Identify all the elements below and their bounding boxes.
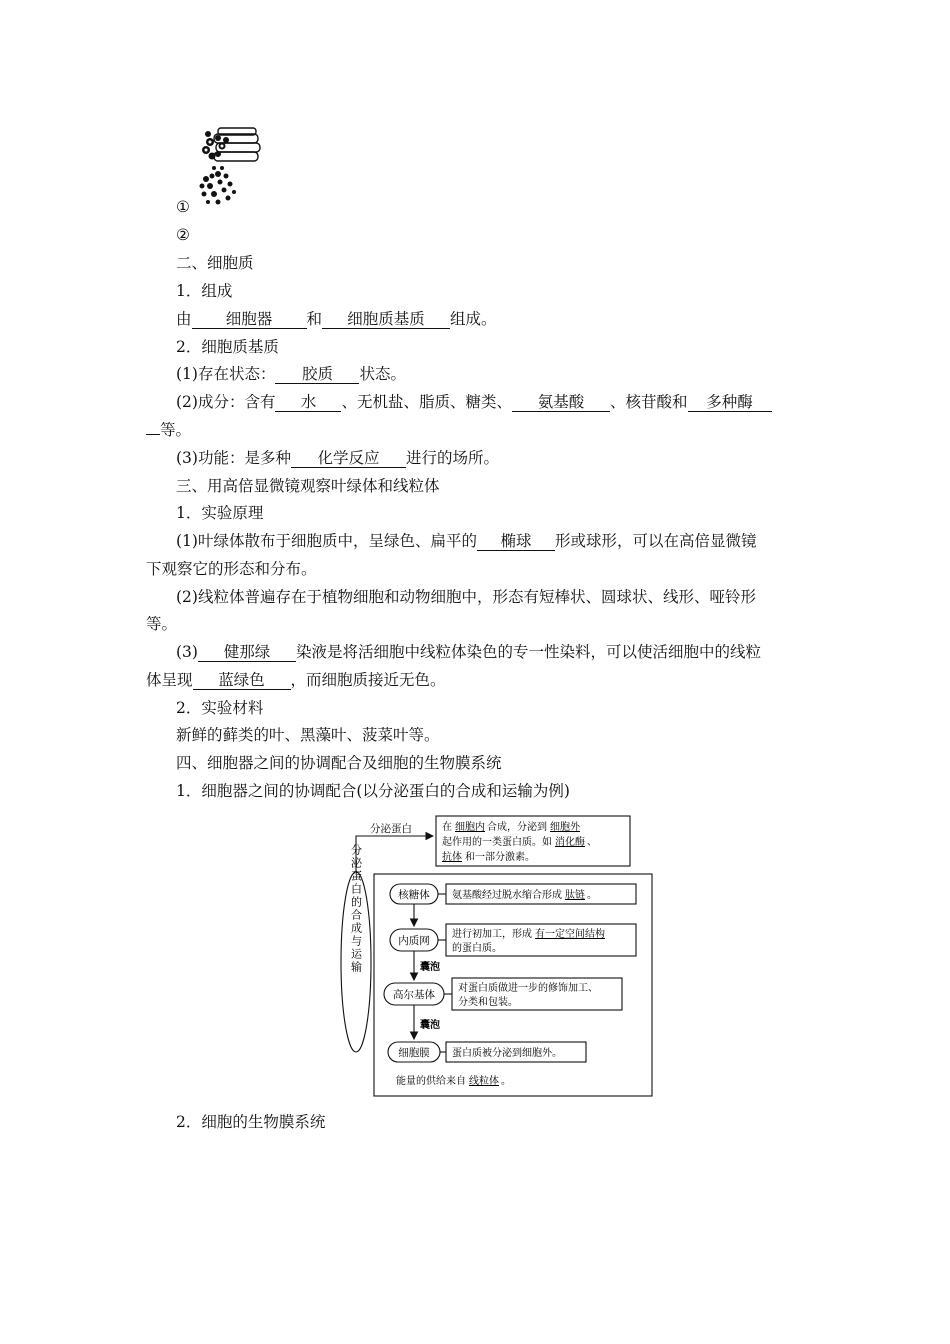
principle-mitochondria-cont: 等。 [146,615,178,633]
blank-answer: 细胞质基质 [322,310,450,329]
matrix-components-cont: 等。 [146,420,191,440]
materials-text: 新鲜的藓类的叶、黑藻叶、菠菜叶等。 [176,726,440,744]
svg-text:能量的供给来自线粒体。: 能量的供给来自 线粒体 。 [396,1076,511,1087]
membrane-label: 细胞膜 [398,1047,430,1059]
svg-text:起作用的一类蛋白质。如消化酶、: 起作用的一类蛋白质。如 消化酶 、 [442,837,597,848]
section-heading-cytoplasm: 二、细胞质 [176,254,254,272]
circle-label-2: ② [176,226,190,244]
principle-mitochondria: (2)线粒体普遍存在于植物细胞和动物细胞中，形态有短棒状、圆球状、线形、哑铃形 [176,588,756,606]
subheading-composition: 1．组成 [176,282,233,300]
matrix-function: (3)功能：是多种 化学反应 进行的场所。 [176,449,499,467]
subheading-coordination: 1．细胞器之间的协调配合(以分泌蛋白的合成和运输为例) [176,782,570,800]
section-heading-microscope: 三、用高倍显微镜观察叶绿体和线粒体 [176,477,440,495]
principle-stain-cont: 体呈现 蓝绿色 ，而细胞质接近无色。 [146,671,446,689]
svg-text:抗体和一部分激素。: 抗体 和一部分激素。 [442,852,535,863]
principle-stain: (3) 健那绿 染液是将活细胞中线粒体染色的专一性染料，可以使活细胞中的线粒 [176,643,761,661]
blank-answer: 多种酶 [688,393,772,412]
ribosome-label: 核糖体 [398,889,430,901]
blank-answer: 细胞器 [192,310,307,329]
principle-chloroplast-cont: 下观察它的形态和分布。 [146,560,317,578]
svg-text:对蛋白质做进一步的修饰加工、: 对蛋白质做进一步的修饰加工、 [458,983,598,994]
svg-text:分类和包装。: 分类和包装。 [458,997,518,1008]
blank-answer: 胶质 [275,365,359,384]
svg-text:的蛋白质。: 的蛋白质。 [452,943,502,954]
subheading-matrix: 2．细胞质基质 [176,338,279,356]
svg-text:在细胞内合成，分泌到细胞外: 在 细胞内 合成，分泌到 细胞外 [442,822,580,833]
blank-answer: 化学反应 [291,449,406,468]
composition-text: 由 细胞器 和 细胞质基质 组成。 [176,310,497,328]
subheading-materials: 2．实验材料 [176,699,264,717]
blank-answer: 氨基酸 [512,393,610,412]
subheading-membrane-system: 2．细胞的生物膜系统 [176,1113,326,1131]
principle-chloroplast: (1)叶绿体散布于细胞质中，呈绿色、扁平的 椭球 形或球形，可以在高倍显微镜 [176,532,757,550]
blank-answer: 健那绿 [198,643,296,662]
svg-text:蛋白质被分泌到细胞外。: 蛋白质被分泌到细胞外。 [452,1048,562,1059]
section-heading-coordination: 四、细胞器之间的协调配合及细胞的生物膜系统 [176,754,502,772]
organelle-figure [196,124,266,212]
subheading-principle: 1．实验原理 [176,504,264,522]
blank-answer: 水 [275,393,341,412]
svg-text:氨基酸经过脱水缩合形成肽链。: 氨基酸经过脱水缩合形成 肽链 。 [452,890,597,901]
golgi-label: 高尔基体 [393,989,435,1001]
arrow-label-vesicle: 囊泡 [420,1020,440,1031]
er-label: 内质网 [398,935,430,947]
matrix-components: (2)成分：含有 水 、无机盐、脂质、糖类、 氨基酸 、核苷酸和 多种酶 [176,392,772,412]
circle-label-1: ① [176,198,190,216]
blank-answer: 椭球 [477,532,555,551]
arrow-label-vesicle: 囊泡 [420,962,440,973]
top-label: 分泌蛋白 [370,823,412,835]
matrix-state: (1)存在状态： 胶质 状态。 [176,365,406,383]
blank-answer: 蓝绿色 [193,671,291,690]
secretory-protein-diagram [340,812,660,1102]
svg-text:进行初加工，形成有一定空间结构: 进行初加工，形成 有一定空间结构 [452,929,605,940]
ellipse-label: 分泌蛋白的合成与运输 [349,844,363,974]
